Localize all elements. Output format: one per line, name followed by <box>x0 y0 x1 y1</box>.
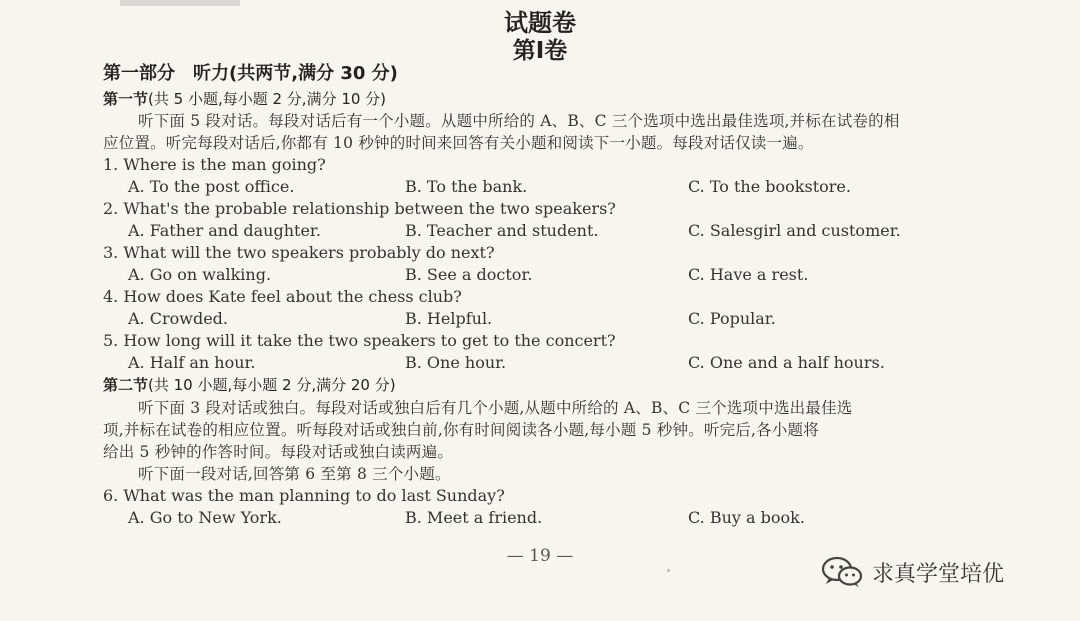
page-title: 试题卷 <box>504 9 576 37</box>
section1-instruction-2: 应位置。听完每段对话后,你都有 10 秒钟的时间来回答有关小题和阅读下一小题。每段对话仅读一遍。 <box>103 134 814 152</box>
section1-heading <box>103 88 386 110</box>
question-6-option-a: A. Go to New York. <box>128 508 282 527</box>
question-1-option-c: C. To the bookstore. <box>688 177 851 196</box>
wechat-icon <box>820 556 864 588</box>
section2-title: 第二节 <box>103 376 149 394</box>
question-4-option-b: B. Helpful. <box>405 309 493 328</box>
watermark-text: 求真学堂培优 <box>872 561 1005 587</box>
section2-instruction-2: 项,并标在试卷的相应位置。听每段对话或独白前,你有时间阅读各小题,每小题 5 秒钟。听完后,各小题将 <box>103 421 819 439</box>
section2-sub-instruction: 听下面一段对话,回答第 6 至第 8 三个小题。 <box>138 465 451 483</box>
page-subtitle: 第Ⅰ卷 <box>512 38 568 64</box>
question-1-option-b: B. To the bank. <box>405 177 528 196</box>
question-6-option-c: C. Buy a book. <box>688 508 805 527</box>
question-4-option-c: C. Popular. <box>688 309 776 328</box>
part1-heading: 第一部分 听力(共两节,满分 30 分) <box>103 63 398 84</box>
section2-info: (共 10 小题,每小题 2 分,满分 20 分) <box>148 376 396 394</box>
scan-dot <box>667 569 670 572</box>
page-number: — 19 — <box>506 546 574 566</box>
question-2-option-b: B. Teacher and student. <box>405 221 599 240</box>
question-1: 1. Where is the man going? <box>103 155 326 174</box>
section1-title: 第一节 <box>103 90 149 108</box>
question-6: 6. What was the man planning to do last Sunday? <box>103 486 505 505</box>
question-5-option-c: C. One and a half hours. <box>688 353 885 372</box>
question-2: 2. What's the probable relationship between the two speakers? <box>103 199 616 218</box>
question-4-option-a: A. Crowded. <box>128 309 228 328</box>
watermark <box>820 556 1004 588</box>
section2-instruction-1: 听下面 3 段对话或独白。每段对话或独白后有几个小题,从题中所给的 A、B、C 三个选项中选出最佳选 <box>138 399 853 417</box>
question-3-option-a: A. Go on walking. <box>128 265 272 284</box>
question-6-option-b: B. Meet a friend. <box>405 508 543 527</box>
question-4: 4. How does Kate feel about the chess club? <box>103 287 462 306</box>
question-5-option-a: A. Half an hour. <box>128 353 256 372</box>
question-2-option-a: A. Father and daughter. <box>128 221 321 240</box>
section1-info: (共 5 小题,每小题 2 分,满分 10 分) <box>148 90 387 108</box>
question-3-option-b: B. See a doctor. <box>405 265 533 284</box>
question-2-option-c: C. Salesgirl and customer. <box>688 221 901 240</box>
question-3-option-c: C. Have a rest. <box>688 265 809 284</box>
section2-instruction-3: 给出 5 秒钟的作答时间。每段对话或独白读两遍。 <box>103 443 454 461</box>
question-5: 5. How long will it take the two speakers to get to the concert? <box>103 331 616 350</box>
question-3: 3. What will the two speakers probably do next? <box>103 243 495 262</box>
section1-instruction-1: 听下面 5 段对话。每段对话后有一个小题。从题中所给的 A、B、C 三个选项中选出最佳选项,并标在试卷的相 <box>138 112 900 130</box>
question-5-option-b: B. One hour. <box>405 353 507 372</box>
question-1-option-a: A. To the post office. <box>128 177 295 196</box>
section2-heading <box>103 374 396 396</box>
